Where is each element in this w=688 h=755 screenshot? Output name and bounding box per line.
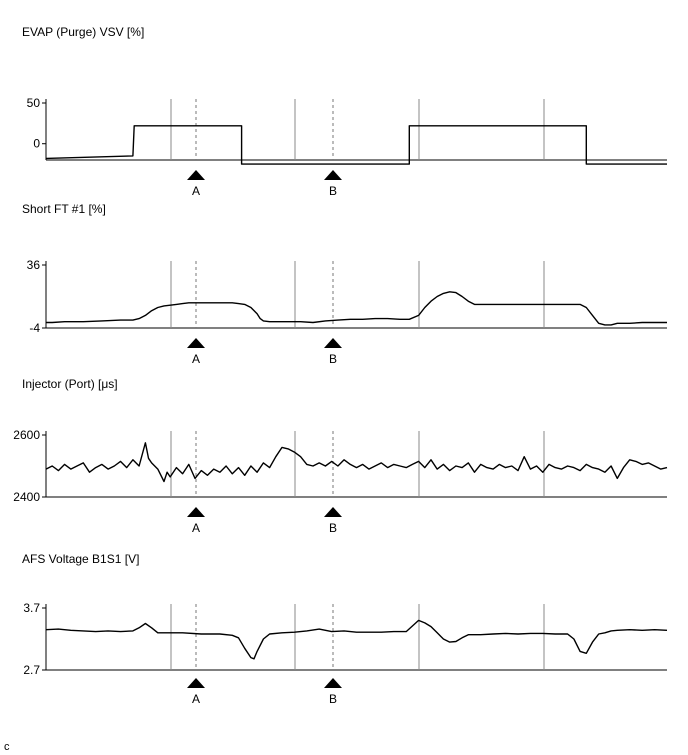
panel-title: Injector (Port) [μs] xyxy=(22,377,118,391)
marker-label: B xyxy=(328,692,338,706)
marker-triangle xyxy=(187,170,205,180)
y-tick-label: 2600 xyxy=(13,428,40,442)
series-line xyxy=(46,443,667,482)
marker-triangle xyxy=(324,338,342,348)
y-tick-label: 0 xyxy=(33,136,40,151)
marker-triangle xyxy=(187,507,205,517)
marker-label: A xyxy=(191,184,201,198)
marker-label: A xyxy=(191,521,201,535)
marker-label: B xyxy=(328,521,338,535)
series-line xyxy=(46,620,667,658)
y-tick-label: 3.7 xyxy=(23,601,40,615)
marker-triangle xyxy=(187,678,205,688)
marker-label: A xyxy=(191,692,201,706)
y-tick-label: 2400 xyxy=(13,490,40,504)
marker-label: B xyxy=(328,184,338,198)
panel-title: EVAP (Purge) VSV [%] xyxy=(22,25,145,39)
figure-id-label: c xyxy=(4,741,10,753)
y-tick-label: 50 xyxy=(26,96,40,110)
series-line xyxy=(46,126,667,164)
y-tick-label: 36 xyxy=(26,258,40,272)
marker-label: A xyxy=(191,352,201,366)
marker-label: B xyxy=(328,352,338,366)
y-tick-label: -4 xyxy=(29,321,40,335)
marker-triangle xyxy=(324,678,342,688)
panel-title: Short FT #1 [%] xyxy=(22,202,106,216)
panel-title: AFS Voltage B1S1 [V] xyxy=(22,552,140,566)
marker-triangle xyxy=(187,338,205,348)
series-line xyxy=(46,292,667,325)
marker-triangle xyxy=(324,170,342,180)
y-tick-label: 2.7 xyxy=(23,663,40,677)
marker-triangle xyxy=(324,507,342,517)
